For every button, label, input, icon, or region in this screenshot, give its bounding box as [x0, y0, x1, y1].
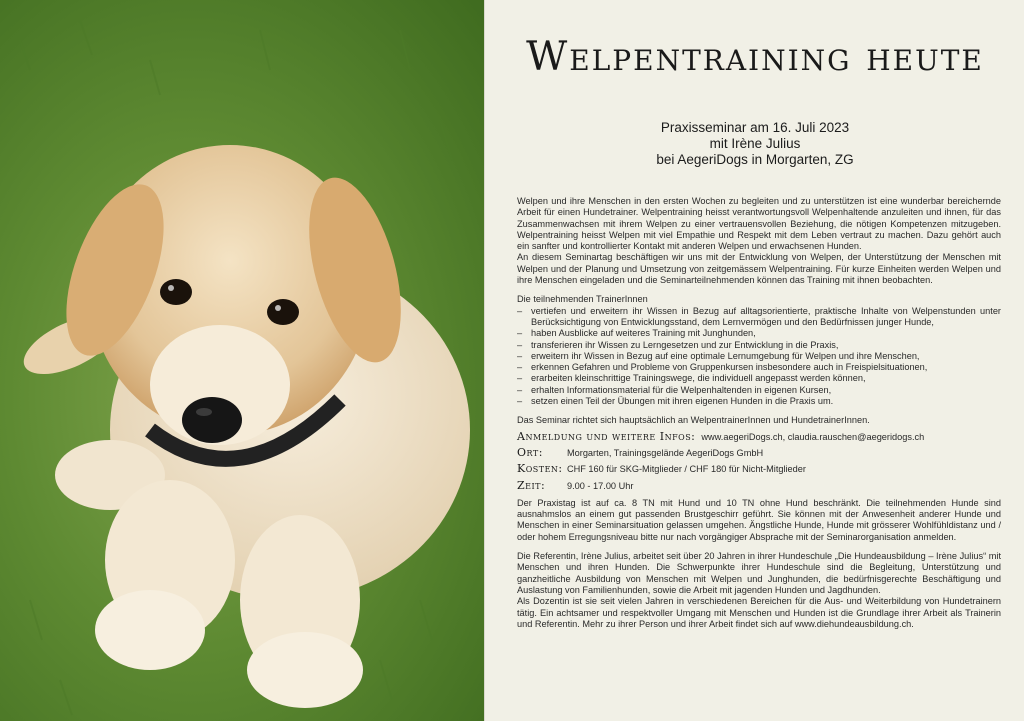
cost-row [517, 463, 1001, 475]
list-item: – erhalten Informationsmaterial für die Welpenhaltenden in eigenen Kursen, [517, 385, 1001, 396]
puppy-photo [0, 0, 484, 721]
subtitle-line: Praxisseminar am 16. Juli 2023 [660, 120, 850, 135]
details-paragraph: Der Praxistag ist auf ca. 8 TN mit Hund und 10 TN ohne Hund beschränkt. Die teilnehmenden Hunde sind ausnahmslos an einem gut passenden Brustgeschirr geführt. Sie können mit der Anwesenheit anderer Hunde und Menschen in einer Seminarsituation gelassen umgehen. Ängstliche Hunde, Hunde mit grösserer Wohlfühldistanz und / oder hohem Erregungsniveau bitte nur nach vorgängiger Absprache mit der Seminarorganisation anmelden. [517, 497, 1001, 542]
time-label: Zeit: [517, 478, 546, 492]
list-item: – haben Ausblicke auf weiteres Training mit Junghunden, [517, 328, 1001, 339]
list-item: – erweitern ihr Wissen in Bezug auf eine optimale Lernumgebung für Welpen und ihre Menschen, [517, 351, 1001, 362]
subtitle-line: mit Irène Julius [709, 136, 801, 151]
puppy-illustration [0, 0, 484, 721]
list-item: – erkennen Gefahren und Probleme von Gruppenkursen insbesondere auch in Freispielsituationen, [517, 362, 1001, 373]
cost-value: CHF 160 für SKG-Mitglieder / CHF 180 für Nicht-Mitglieder [567, 464, 806, 475]
list-item: – transferieren ihr Wissen zu Lerngesetzen und zur Entwicklung in die Praxis, [517, 340, 1001, 351]
subtitle [485, 120, 1024, 168]
registration-links[interactable]: www.aegeriDogs.ch, claudia.rauschen@aegeridogs.ch [701, 431, 925, 442]
intro-paragraph: Welpen und ihre Menschen in den ersten Wochen zu begleiten und zu unterstützen ist eine wunderbar bereichernde Arbeit für einen Hundetrainer. Welpentraining heisst verantwortungsvoll Welpenhaltende anzuleiten und ihnen, für das Zusammenwachsen mit ihrem Welpen zu einer vertrauensvollen Beziehung, die nötigen Kompetenzen mitzugeben. Welpentraining heisst Welpen mit viel Empathie und Respekt mit dem Leben vertraut zu machen. Dazu gehört auch ein sanfter und kontrollierter Kontakt mit anderen Welpen und erwachsenen Hunden. [517, 196, 1001, 252]
subtitle-line: bei AegeriDogs in Morgarten, ZG [656, 152, 854, 167]
participants-list [517, 306, 1001, 408]
list-item: – setzen einen Teil der Übungen mit ihren eigenen Hunden in die Praxis um. [517, 396, 1001, 407]
registration-label: Anmeldung und weitere Infos: [517, 429, 696, 443]
participants-heading: Die teilnehmenden TrainerInnen [517, 294, 648, 305]
time-value: 9.00 - 17.00 Uhr [567, 480, 634, 491]
registration-row [517, 431, 1001, 443]
time-row [517, 480, 1001, 492]
seminar-flyer [484, 0, 1024, 721]
cost-label: Kosten: [517, 462, 563, 476]
list-item: – vertiefen und erweitern ihr Wissen in Bezug auf alltagsorientierte, praktische Inhalte von Welpenstunden unter Berücksichtigung von Entwicklungsstand, dem Lernvermögen und den Bedürfnissen junger Hunde, [517, 306, 1001, 329]
page-title: Welpentraining heute [526, 34, 984, 80]
details-paragraph: Als Dozentin ist sie seit vielen Jahren in verschiedenen Bereichen für die Aus- und Weiterbildung von Hundetrainern tätig. Ein achtsamer und respektvoller Umgang mit Menschen und Hunden ist die Grundlage ihrer Arbeit als Trainerin und Referentin. Mehr zu ihrer Person und ihrer Arbeit findet sich auf www.diehundeausbildung.ch. [517, 596, 1001, 629]
location-row [517, 447, 1001, 459]
flyer-body [517, 196, 1001, 630]
audience-text: Das Seminar richtet sich hauptsächlich an WelpentrainerInnen und HundetrainerInnen. [517, 415, 870, 426]
location-label: Ort: [517, 445, 543, 459]
location-value: Morgarten, Trainingsgelände AegeriDogs GmbH [567, 447, 764, 458]
details-paragraph: Die Referentin, Irène Julius, arbeitet seit über 20 Jahren in ihrer Hundeschule „Die Hundeausbildung – Irène Julius“ mit Menschen und ihren Hunden. Die Schwerpunkte ihrer Hundeschule sind die Begleitung, Unterstützung und ganzheitliche Ausbildung von Menschen mit Welpen und Junghunden, die bedürfnisgerechte Beschäftigung und Auslastung von Familienhunden, sowie die Arbeit mit jagenden Hunden und Jagdhunden. [517, 551, 1001, 595]
list-item: – erarbeiten kleinschrittige Trainingswege, die individuell angepasst werden können, [517, 373, 1001, 384]
intro-paragraph: An diesem Seminartag beschäftigen wir uns mit der Entwicklung von Welpen, der Unterstützung der Menschen mit Welpen und der Planung und Umsetzung von zeitgemässem Welpentraining. Für kurze Einheiten werden Welpen und ihre Menschen eingeladen und die Seminarteilnehmenden können das Training mit ihnen beobachten. [517, 252, 1001, 286]
